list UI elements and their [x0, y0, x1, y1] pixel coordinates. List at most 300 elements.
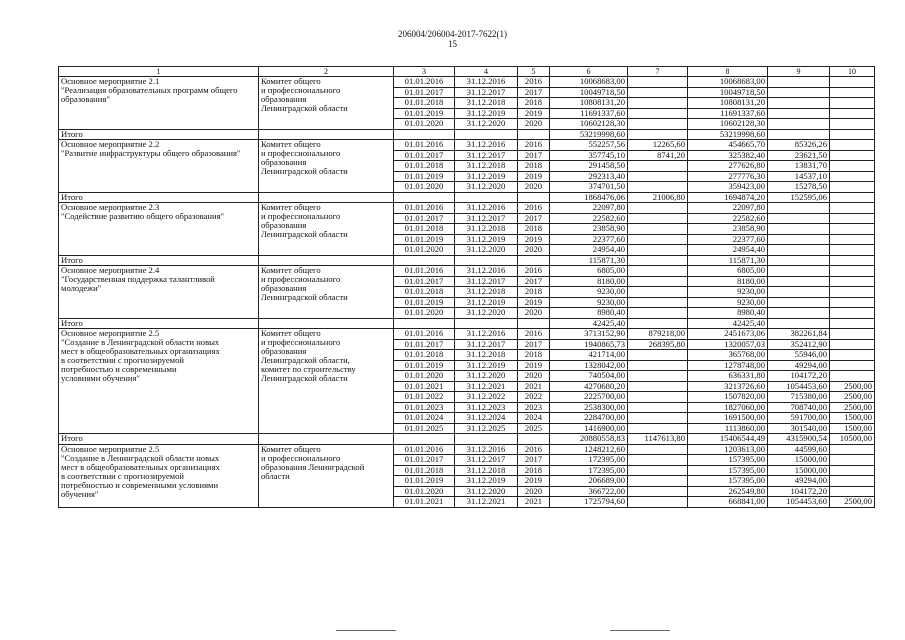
table-cell: 374701,50 — [550, 182, 628, 193]
table-cell: 01.01.2024 — [394, 413, 455, 424]
table-cell — [768, 276, 830, 287]
table-cell: 268395,80 — [628, 339, 688, 350]
column-number: 2 — [259, 67, 394, 77]
total-cell: 21006,80 — [628, 192, 688, 203]
table-cell — [628, 476, 688, 487]
total-cell: 42425,40 — [688, 318, 768, 329]
table-cell: 01.01.2016 — [394, 77, 455, 88]
total-cell — [830, 255, 875, 266]
table-cell: 01.01.2018 — [394, 350, 455, 361]
table-cell: 2500,00 — [830, 381, 875, 392]
table-cell — [768, 234, 830, 245]
total-row — [59, 129, 875, 140]
table-cell: 01.01.2018 — [394, 161, 455, 172]
table-cell: 01.01.2016 — [394, 203, 455, 214]
column-number: 9 — [768, 67, 830, 77]
total-row — [59, 318, 875, 329]
table-cell — [830, 350, 875, 361]
table-cell: 31.12.2017 — [455, 455, 518, 466]
table-cell — [628, 392, 688, 403]
activity-name: Основное мероприятие 2.5 "Создание в Ленинградской области новых мест в общеобразовательных организациях в соответствии с прогнозируемой потребностью и современными условиями обучения" — [59, 329, 259, 434]
table-cell: 31.12.2021 — [455, 497, 518, 508]
table-cell: 2016 — [518, 444, 550, 455]
total-cell: 115871,30 — [550, 255, 628, 266]
table-cell: 22377,60 — [688, 234, 768, 245]
table-cell: 2024 — [518, 413, 550, 424]
table-cell: 2451673,06 — [688, 329, 768, 340]
table-cell — [830, 360, 875, 371]
table-cell: 2022 — [518, 392, 550, 403]
table-cell: 01.01.2018 — [394, 465, 455, 476]
table-cell — [768, 297, 830, 308]
table-cell: 2016 — [518, 140, 550, 151]
table-cell — [830, 161, 875, 172]
table-cell — [259, 434, 394, 445]
table-cell: 23858,90 — [688, 224, 768, 235]
table-cell — [830, 234, 875, 245]
total-cell — [830, 192, 875, 203]
table-cell — [830, 171, 875, 182]
table-cell — [628, 308, 688, 319]
table-cell — [768, 203, 830, 214]
table-cell: 636331,80 — [688, 371, 768, 382]
table-cell — [628, 182, 688, 193]
table-cell: 104172,20 — [768, 486, 830, 497]
table-cell: 1500,00 — [830, 423, 875, 434]
table-cell — [830, 308, 875, 319]
table-cell: 01.01.2020 — [394, 308, 455, 319]
table-cell: 8980,40 — [688, 308, 768, 319]
table-cell — [830, 98, 875, 109]
table-cell: 2500,00 — [830, 497, 875, 508]
table-cell: 3213726,60 — [688, 381, 768, 392]
table-cell — [830, 329, 875, 340]
table-cell: 104172,20 — [768, 371, 830, 382]
table-cell: 31.12.2018 — [455, 98, 518, 109]
table-cell — [768, 77, 830, 88]
table-cell: 1940865,73 — [550, 339, 628, 350]
table-cell: 31.12.2020 — [455, 486, 518, 497]
table-cell: 2019 — [518, 476, 550, 487]
table-cell: 15278,50 — [768, 182, 830, 193]
table-cell: 2016 — [518, 77, 550, 88]
table-cell — [455, 255, 518, 266]
table-cell — [628, 402, 688, 413]
table-cell — [830, 245, 875, 256]
table-cell: 2020 — [518, 371, 550, 382]
column-number: 8 — [688, 67, 768, 77]
table-row — [59, 140, 875, 151]
table-cell — [830, 140, 875, 151]
table-cell: 2017 — [518, 339, 550, 350]
table-cell: 31.12.2016 — [455, 266, 518, 277]
table-cell — [768, 108, 830, 119]
table-cell: 01.01.2017 — [394, 87, 455, 98]
table-cell: 1278748,00 — [688, 360, 768, 371]
table-cell: 12265,60 — [628, 140, 688, 151]
table-cell: 01.01.2019 — [394, 234, 455, 245]
table-cell — [830, 476, 875, 487]
table-cell — [830, 77, 875, 88]
table-cell — [628, 213, 688, 224]
table-cell: 2284700,00 — [550, 413, 628, 424]
table-cell — [455, 318, 518, 329]
table-cell: 357745,10 — [550, 150, 628, 161]
table-cell: 2020 — [518, 308, 550, 319]
activity-name: Основное мероприятие 2.4 "Государственная поддержка талантливой молодежи" — [59, 266, 259, 319]
table-cell: 22582,60 — [550, 213, 628, 224]
table-cell: 2016 — [518, 329, 550, 340]
table-cell — [628, 413, 688, 424]
table-cell — [830, 119, 875, 130]
table-cell — [830, 224, 875, 235]
table-cell: 31.12.2019 — [455, 360, 518, 371]
total-cell: 15406544,49 — [688, 434, 768, 445]
table-cell — [628, 87, 688, 98]
table-cell — [830, 203, 875, 214]
table-cell: 01.01.2017 — [394, 213, 455, 224]
table-cell: 31.12.2017 — [455, 150, 518, 161]
table-cell: 01.01.2017 — [394, 455, 455, 466]
table-cell: 01.01.2023 — [394, 402, 455, 413]
table-cell: 31.12.2020 — [455, 119, 518, 130]
total-cell: 152595,06 — [768, 192, 830, 203]
column-number: 5 — [518, 67, 550, 77]
table-cell: 01.01.2020 — [394, 486, 455, 497]
table-cell — [830, 87, 875, 98]
table-cell — [628, 465, 688, 476]
table-cell: 2019 — [518, 297, 550, 308]
table-cell: 2020 — [518, 182, 550, 193]
table-cell: 2019 — [518, 360, 550, 371]
table-cell: 8980,40 — [550, 308, 628, 319]
table-cell — [628, 297, 688, 308]
table-cell: 157395,00 — [688, 476, 768, 487]
total-label: Итого — [59, 434, 259, 445]
table-cell — [830, 371, 875, 382]
table-cell: 11691337,60 — [688, 108, 768, 119]
total-label: Итого — [59, 255, 259, 266]
table-cell: 01.01.2020 — [394, 371, 455, 382]
table-cell: 31.12.2016 — [455, 329, 518, 340]
table-cell: 10049718,50 — [688, 87, 768, 98]
table-cell: 31.12.2017 — [455, 213, 518, 224]
table-cell: 11691337,60 — [550, 108, 628, 119]
table-cell: 31.12.2016 — [455, 77, 518, 88]
table-cell — [830, 486, 875, 497]
table-cell: 2017 — [518, 276, 550, 287]
table-cell: 2020 — [518, 245, 550, 256]
table-cell: 31.12.2018 — [455, 350, 518, 361]
responsible-organization: Комитет общего и профессионального образования Ленинградской области, комитет по строительству Ленинградской области — [259, 329, 394, 434]
table-cell — [628, 455, 688, 466]
table-cell: 10049718,50 — [550, 87, 628, 98]
table-cell — [518, 318, 550, 329]
table-cell: 2017 — [518, 455, 550, 466]
table-cell — [830, 150, 875, 161]
table-cell: 10602128,30 — [550, 119, 628, 130]
table-cell: 9230,00 — [550, 287, 628, 298]
total-cell: 42425,40 — [550, 318, 628, 329]
table-cell: 2500,00 — [830, 392, 875, 403]
table-cell: 2225700,00 — [550, 392, 628, 403]
table-cell — [628, 77, 688, 88]
budget-table — [58, 66, 875, 508]
table-cell: 31.12.2016 — [455, 140, 518, 151]
total-cell — [830, 129, 875, 140]
table-cell: 23858,90 — [550, 224, 628, 235]
table-cell: 24954,40 — [550, 245, 628, 256]
table-cell: 366722,00 — [550, 486, 628, 497]
table-cell: 157395,00 — [688, 455, 768, 466]
table-cell: 591700,00 — [768, 413, 830, 424]
table-cell: 31.12.2024 — [455, 413, 518, 424]
total-cell: 20880558,83 — [550, 434, 628, 445]
activity-name: Основное мероприятие 2.2 "Развитие инфраструктуры общего образования" — [59, 140, 259, 193]
table-cell — [628, 245, 688, 256]
total-cell — [830, 318, 875, 329]
total-label: Итого — [59, 192, 259, 203]
table-cell — [259, 318, 394, 329]
table-row — [59, 329, 875, 340]
table-cell: 1248212,60 — [550, 444, 628, 455]
table-cell: 31.12.2016 — [455, 203, 518, 214]
table-cell: 2021 — [518, 381, 550, 392]
table-cell: 2019 — [518, 171, 550, 182]
table-row — [59, 444, 875, 455]
column-number: 7 — [628, 67, 688, 77]
total-cell — [628, 318, 688, 329]
table-cell: 157395,00 — [688, 465, 768, 476]
table-cell: 31.12.2018 — [455, 161, 518, 172]
table-cell: 708740,00 — [768, 402, 830, 413]
table-cell — [830, 266, 875, 277]
table-cell: 552257,56 — [550, 140, 628, 151]
table-cell — [628, 98, 688, 109]
table-cell: 4270680,20 — [550, 381, 628, 392]
table-cell: 10808131,20 — [688, 98, 768, 109]
table-cell — [259, 255, 394, 266]
table-cell: 2017 — [518, 87, 550, 98]
activity-name: Основное мероприятие 2.3 "Содействие развитию общего образования" — [59, 203, 259, 256]
table-cell: 01.01.2021 — [394, 497, 455, 508]
table-cell: 301540,00 — [768, 423, 830, 434]
table-cell — [628, 234, 688, 245]
table-cell — [628, 497, 688, 508]
table-cell: 31.12.2025 — [455, 423, 518, 434]
table-cell: 31.12.2021 — [455, 381, 518, 392]
table-cell: 1500,00 — [830, 413, 875, 424]
table-cell: 49294,00 — [768, 360, 830, 371]
table-cell: 2019 — [518, 234, 550, 245]
table-cell: 1320057,03 — [688, 339, 768, 350]
table-cell: 31.12.2020 — [455, 371, 518, 382]
total-cell: 115871,30 — [688, 255, 768, 266]
table-cell: 2016 — [518, 266, 550, 277]
table-cell: 1328042,00 — [550, 360, 628, 371]
table-cell: 01.01.2018 — [394, 98, 455, 109]
table-cell: 85326,26 — [768, 140, 830, 151]
table-cell: 22582,60 — [688, 213, 768, 224]
table-cell — [628, 423, 688, 434]
table-cell — [768, 98, 830, 109]
table-cell: 01.01.2020 — [394, 182, 455, 193]
table-cell: 01.01.2018 — [394, 287, 455, 298]
total-row — [59, 434, 875, 445]
table-cell: 01.01.2017 — [394, 150, 455, 161]
table-cell: 23621,50 — [768, 150, 830, 161]
total-cell: 53219998,60 — [550, 129, 628, 140]
column-number: 1 — [59, 67, 259, 77]
total-cell — [768, 255, 830, 266]
responsible-organization: Комитет общего и профессионального образования Ленинградской области — [259, 77, 394, 130]
table-cell: 2021 — [518, 497, 550, 508]
table-cell: 6805,00 — [688, 266, 768, 277]
table-cell: 9230,00 — [688, 297, 768, 308]
table-cell: 382261,84 — [768, 329, 830, 340]
table-cell: 715380,00 — [768, 392, 830, 403]
table-cell: 31.12.2017 — [455, 339, 518, 350]
table-cell: 172395,00 — [550, 465, 628, 476]
table-cell: 01.01.2019 — [394, 171, 455, 182]
table-cell — [768, 245, 830, 256]
table-cell: 31.12.2020 — [455, 245, 518, 256]
table-cell — [628, 381, 688, 392]
table-cell: 365768,00 — [688, 350, 768, 361]
table-cell: 6805,00 — [550, 266, 628, 277]
table-cell: 14537,10 — [768, 171, 830, 182]
table-cell — [830, 444, 875, 455]
total-cell: 1868476,06 — [550, 192, 628, 203]
table-cell: 01.01.2016 — [394, 266, 455, 277]
document-reference: 206004/206004-2017-7622(1) — [398, 29, 507, 39]
table-cell — [628, 360, 688, 371]
table-cell — [768, 119, 830, 130]
table-cell — [830, 108, 875, 119]
table-cell — [628, 444, 688, 455]
table-cell: 352412,90 — [768, 339, 830, 350]
table-cell: 10068683,00 — [550, 77, 628, 88]
table-cell: 291458,50 — [550, 161, 628, 172]
table-cell — [768, 224, 830, 235]
table-cell: 31.12.2019 — [455, 297, 518, 308]
table-cell: 172395,00 — [550, 455, 628, 466]
table-cell: 2025 — [518, 423, 550, 434]
table-cell — [768, 287, 830, 298]
table-cell: 2500,00 — [830, 402, 875, 413]
column-number-row — [59, 67, 875, 77]
table-cell: 421714,00 — [550, 350, 628, 361]
column-number: 3 — [394, 67, 455, 77]
table-cell: 2023 — [518, 402, 550, 413]
table-cell: 01.01.2019 — [394, 360, 455, 371]
table-cell: 22097,80 — [688, 203, 768, 214]
table-cell: 1416900,00 — [550, 423, 628, 434]
table-cell: 01.01.2019 — [394, 476, 455, 487]
table-cell: 2018 — [518, 350, 550, 361]
table-cell: 15000,00 — [768, 465, 830, 476]
table-cell — [394, 255, 455, 266]
responsible-organization: Комитет общего и профессионального образования Ленинградской области — [259, 203, 394, 256]
table-cell: 2017 — [518, 213, 550, 224]
table-row — [59, 203, 875, 214]
responsible-organization: Комитет общего и профессионального образования Ленинградской области — [259, 266, 394, 319]
responsible-organization: Комитет общего и профессионального образования Ленинградской области — [259, 140, 394, 193]
table-cell — [628, 224, 688, 235]
table-cell: 31.12.2017 — [455, 87, 518, 98]
table-cell: 9230,00 — [688, 287, 768, 298]
total-label: Итого — [59, 318, 259, 329]
table-cell — [455, 129, 518, 140]
table-cell — [628, 119, 688, 130]
table-cell: 01.01.2016 — [394, 444, 455, 455]
table-cell: 31.12.2022 — [455, 392, 518, 403]
column-number: 10 — [830, 67, 875, 77]
table-cell: 10602128,30 — [688, 119, 768, 130]
table-cell: 10068683,00 — [688, 77, 768, 88]
table-cell: 2018 — [518, 161, 550, 172]
table-cell: 01.01.2021 — [394, 381, 455, 392]
table-cell: 01.01.2017 — [394, 339, 455, 350]
table-cell: 22377,60 — [550, 234, 628, 245]
table-cell — [768, 213, 830, 224]
table-cell: 1691500,00 — [688, 413, 768, 424]
table-cell: 01.01.2018 — [394, 224, 455, 235]
table-cell: 01.01.2016 — [394, 140, 455, 151]
table-cell — [768, 308, 830, 319]
table-cell: 1054453,60 — [768, 497, 830, 508]
activity-name: Основное мероприятие 2.5 "Создание в Ленинградской области новых мест в общеобразовательных организациях в соответствии с прогнозируемой потребностью и современными условиями обучения" — [59, 444, 259, 507]
table-cell: 3713152,90 — [550, 329, 628, 340]
table-cell: 01.01.2017 — [394, 276, 455, 287]
table-cell — [830, 287, 875, 298]
table-cell — [259, 192, 394, 203]
table-cell: 2016 — [518, 203, 550, 214]
total-cell — [628, 255, 688, 266]
table-cell: 31.12.2020 — [455, 182, 518, 193]
table-cell — [455, 434, 518, 445]
total-cell: 1147613,80 — [628, 434, 688, 445]
table-cell — [518, 255, 550, 266]
total-cell: 4315900,54 — [768, 434, 830, 445]
table-cell: 31.12.2023 — [455, 402, 518, 413]
table-cell: 01.01.2019 — [394, 108, 455, 119]
table-cell: 1203613,00 — [688, 444, 768, 455]
table-cell: 8180,00 — [688, 276, 768, 287]
table-cell: 01.01.2019 — [394, 297, 455, 308]
table-cell: 55946,00 — [768, 350, 830, 361]
table-cell — [768, 266, 830, 277]
table-cell: 454665,70 — [688, 140, 768, 151]
table-cell: 2018 — [518, 287, 550, 298]
total-cell — [628, 129, 688, 140]
table-cell — [830, 455, 875, 466]
table-cell: 262549,80 — [688, 486, 768, 497]
total-cell: 1694874,20 — [688, 192, 768, 203]
total-row — [59, 255, 875, 266]
table-cell: 9230,00 — [550, 297, 628, 308]
table-cell: 31.12.2020 — [455, 308, 518, 319]
table-cell: 277626,80 — [688, 161, 768, 172]
table-cell: 740504,00 — [550, 371, 628, 382]
table-cell: 668841,00 — [688, 497, 768, 508]
table-cell — [628, 287, 688, 298]
total-label: Итого — [59, 129, 259, 140]
table-cell — [628, 371, 688, 382]
responsible-organization: Комитет общего и профессионального образования Ленинградской области — [259, 444, 394, 507]
table-cell: 1827060,00 — [688, 402, 768, 413]
table-cell: 325382,40 — [688, 150, 768, 161]
